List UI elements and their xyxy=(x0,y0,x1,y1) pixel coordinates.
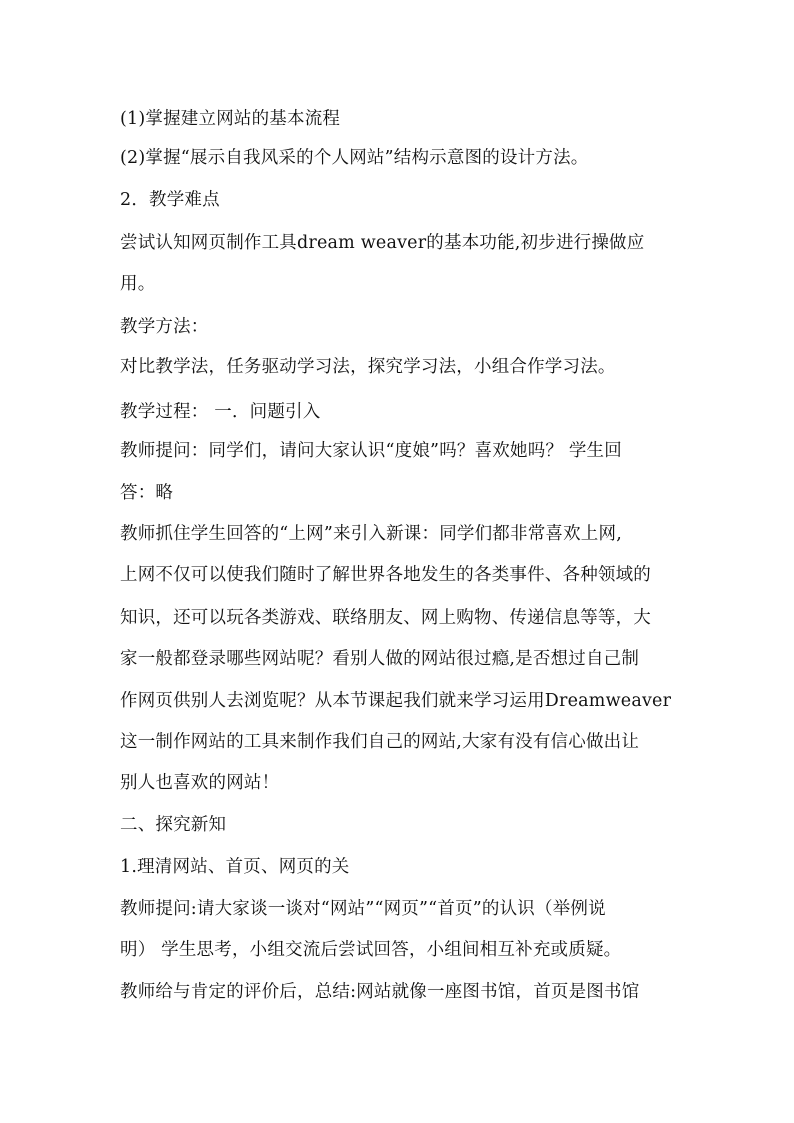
section-heading-explore: 二、探究新知 xyxy=(120,815,227,835)
intro-paragraph-line-6: 这一制作网站的工具来制作我们自己的网站,大家有没有信心做出让 xyxy=(120,732,640,752)
intro-paragraph-line-4: 家一般都登录哪些网站呢？看别人做的网站很过瘾,是否想过自己制 xyxy=(120,649,640,669)
intro-paragraph-line-1: 教师抓住学生回答的“上网”来引入新课：同学们都非常喜欢上网, xyxy=(120,524,622,544)
summary-line-1: 教师给与肯定的评价后，总结:网站就像一座图书馆，首页是图书馆 xyxy=(120,982,640,1002)
discussion-line-1: 教师提问:请大家谈一谈对“网站”“网页”“首页”的认识（举例说 xyxy=(120,899,606,919)
section-heading-teaching-difficulty: 2．教学难点 xyxy=(120,190,220,210)
teacher-question-line-1: 教师提问：同学们，请问大家认识“度娘”吗？喜欢她吗？ 学生回 xyxy=(120,441,622,461)
objective-2-line: (2)掌握“展示自我风采的个人网站”结构示意图的设计方法。 xyxy=(120,148,589,168)
difficulty-text-line-1: 尝试认知网页制作工具dream weaver的基本功能,初步进行操做应 xyxy=(120,233,645,253)
teacher-question-line-2: 答：略 xyxy=(120,483,174,503)
section-heading-teaching-process: 教学过程： 一．问题引入 xyxy=(120,402,321,422)
methods-text-line: 对比教学法，任务驱动学习法，探究学习法，小组合作学习法。 xyxy=(120,357,616,377)
intro-paragraph-line-5: 作网页供别人去浏览呢？从本节课起我们就来学习运用Dreamweaver xyxy=(120,691,672,711)
subsection-heading-relationships: 1.理清网站、首页、网页的关 xyxy=(120,857,350,877)
intro-paragraph-line-3: 知识，还可以玩各类游戏、联络朋友、网上购物、传递信息等等，大 xyxy=(120,608,651,628)
section-heading-teaching-methods: 教学方法： xyxy=(120,317,209,337)
intro-paragraph-line-2: 上网不仅可以使我们随时了解世界各地发生的各类事件、各种领域的 xyxy=(120,565,651,585)
objective-1-line: (1)掌握建立网站的基本流程 xyxy=(120,109,341,129)
discussion-line-2: 明） 学生思考，小组交流后尝试回答，小组间相互补充或质疑。 xyxy=(120,940,622,960)
intro-paragraph-line-7: 别人也喜欢的网站！ xyxy=(120,773,280,793)
difficulty-text-line-2: 用。 xyxy=(120,274,156,294)
